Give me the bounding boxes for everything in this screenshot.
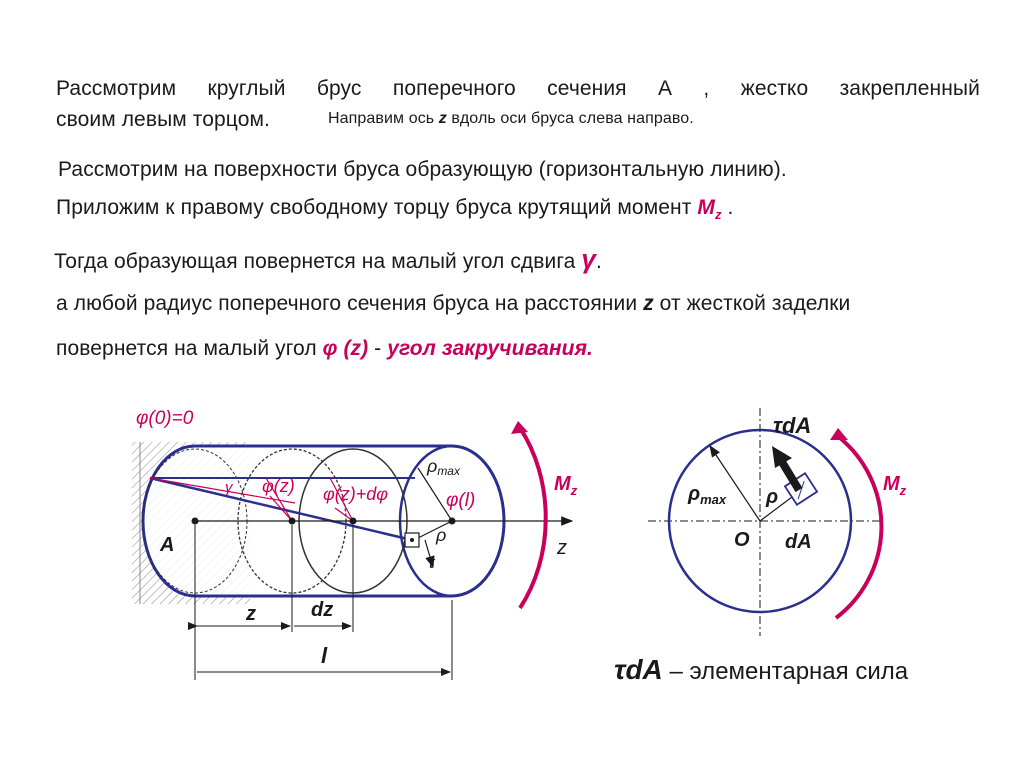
axis-point-0 [192, 518, 199, 525]
paragraph-line-3: Рассмотрим на поверхности бруса образующую (горизонтальную линию). [58, 158, 787, 181]
phi-z-label: φ(z) [262, 476, 295, 496]
line1-word: сечения [547, 77, 627, 100]
gamma-symbol: γ [581, 244, 596, 274]
paragraph-line-7: повернется на малый угол φ (z) - угол закручивания. [56, 337, 593, 360]
moment-arrow-left [520, 428, 546, 608]
paragraph-line-6: а любой радиус поперечного сечения бруса на расстоянии z от жесткой заделки [56, 292, 851, 315]
paragraph-line-4: Приложим к правому свободному торцу бруса крутящий момент $M_z$ . [56, 196, 734, 222]
dim-dz-label: dz [311, 599, 334, 621]
tau-label: τ [428, 553, 435, 572]
cylinder-diagram [132, 408, 578, 680]
line1-word: A [657, 77, 673, 100]
cs-rho-label: ρ [766, 486, 779, 508]
cs-tau-dA-label: τdA [773, 413, 812, 438]
caption-tau-dA: τdA [614, 654, 663, 685]
paragraph-line-5: Тогда образующая повернется на малый угол сдвига γ. [54, 244, 602, 274]
rho-max-label: ρmax [427, 456, 460, 478]
moment-label-left: $M_z$ [554, 473, 578, 498]
line1-word: закрепленный [839, 77, 980, 100]
axis-point-zdz [350, 518, 357, 525]
dim-z-label: z [246, 603, 256, 625]
cs-rho-max-label: $\rho_{max}$ [688, 483, 727, 507]
cross-section-diagram [648, 408, 907, 636]
line1-word: Рассмотрим [56, 77, 177, 100]
z-var: z [643, 292, 654, 315]
paragraph-line-2: своим левым торцом. [56, 108, 270, 131]
line1-word: , [703, 77, 710, 100]
caption-text: – элементарная сила [662, 658, 909, 685]
caption [614, 654, 909, 685]
dim-l-label: l [321, 643, 328, 668]
point-A-label: A [160, 534, 175, 556]
axis-z-var: z [438, 110, 447, 127]
moment-arrowhead-left [511, 421, 528, 434]
element-dot [410, 538, 414, 542]
moment-arrow-right [836, 438, 881, 618]
rho-label: ρ [436, 525, 447, 545]
line1-word: поперечного [392, 77, 516, 100]
line1-word: жестко [740, 77, 809, 100]
phi-z-symbol: φ (z) [322, 337, 369, 360]
axis-point-z [289, 518, 296, 525]
moment-symbol: $M_z$ [697, 196, 722, 222]
phi-z-dphi-label: φ(z)+dφ [323, 484, 388, 504]
line1-word: круглый [207, 77, 286, 100]
twist-angle-term: угол закручивания [387, 337, 588, 360]
gamma-label: γ [225, 479, 233, 496]
moment-label-right: $M_z$ [883, 473, 907, 498]
line1-word: брус [316, 77, 362, 100]
cs-dA-label: dA [785, 531, 812, 553]
cs-origin-label: O [734, 529, 750, 551]
moment-arrowhead-right [830, 428, 848, 440]
paragraph-line-2b: Направим ось z вдоль оси бруса слева направо. [328, 110, 694, 127]
phi-l-label: φ(l) [446, 490, 476, 511]
cs-rho-max [710, 446, 760, 521]
phi0-label: φ(0)=0 [136, 408, 194, 429]
axis-z-label: z [557, 537, 567, 559]
